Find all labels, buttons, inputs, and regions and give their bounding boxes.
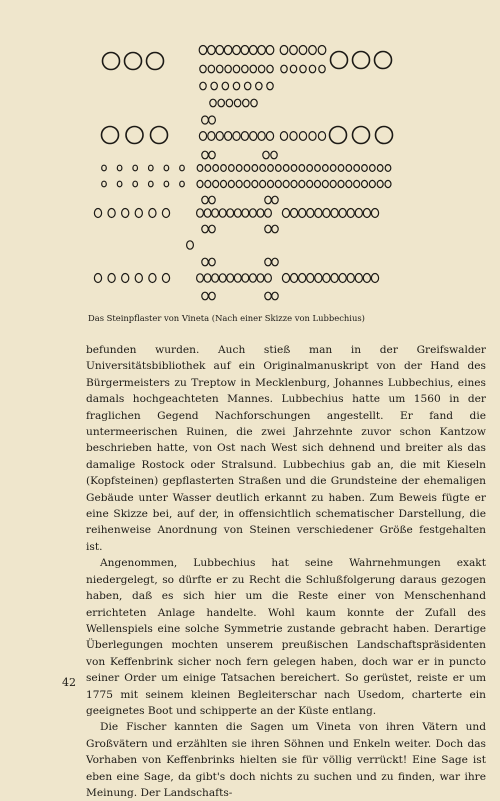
stone <box>272 258 278 266</box>
stone <box>233 132 240 141</box>
stone <box>164 181 169 187</box>
stone <box>323 209 330 218</box>
stone <box>241 132 248 141</box>
stone <box>363 274 370 283</box>
stone <box>319 65 325 73</box>
stone <box>122 274 129 283</box>
stone <box>347 209 354 218</box>
stone <box>234 274 241 282</box>
stone <box>219 209 226 217</box>
stone <box>180 181 185 187</box>
stone <box>265 274 272 282</box>
stone <box>272 225 278 233</box>
stone <box>347 274 354 283</box>
stone <box>272 292 278 300</box>
stone <box>219 274 226 282</box>
stone <box>221 165 227 172</box>
stone <box>187 241 194 249</box>
stone <box>108 209 115 218</box>
stone <box>330 180 336 187</box>
stone <box>323 274 330 283</box>
stone <box>338 165 344 172</box>
stone <box>249 209 256 217</box>
stone <box>197 209 204 217</box>
stone <box>208 132 215 141</box>
stone <box>307 209 314 218</box>
stone <box>108 274 115 283</box>
stone <box>243 99 249 107</box>
stone <box>251 99 257 107</box>
stone <box>309 132 316 141</box>
stone <box>209 225 215 233</box>
stone <box>385 165 391 172</box>
stone <box>256 82 262 90</box>
stone <box>213 165 219 172</box>
stone <box>202 196 208 204</box>
stone <box>257 274 264 282</box>
stone <box>250 132 257 141</box>
stone <box>362 180 368 187</box>
stone <box>209 196 215 204</box>
stone <box>202 258 208 266</box>
stone <box>197 165 203 172</box>
figure-caption: Das Steinpflaster von Vineta (Nach einer Skizze von Lubbechius) <box>88 313 365 323</box>
stone <box>233 46 241 55</box>
stone <box>354 165 360 172</box>
stone <box>266 46 274 55</box>
stone <box>370 165 376 172</box>
stone <box>265 225 271 233</box>
stone <box>217 65 223 73</box>
stone <box>260 165 266 172</box>
stone <box>205 180 211 187</box>
stone <box>149 274 156 283</box>
stone <box>309 46 317 55</box>
stone <box>228 180 234 187</box>
stone <box>355 209 362 218</box>
stone <box>346 180 352 187</box>
stone <box>299 132 306 141</box>
stone <box>225 132 232 141</box>
stone <box>290 46 298 55</box>
stone <box>272 196 278 204</box>
stone <box>354 180 360 187</box>
stone <box>282 209 289 218</box>
stone <box>353 52 370 69</box>
stone <box>290 65 296 73</box>
stone <box>213 180 219 187</box>
stone <box>307 274 314 283</box>
stone <box>331 209 338 218</box>
stone <box>209 258 215 266</box>
stone <box>353 127 370 144</box>
stone <box>268 165 274 172</box>
body-text <box>86 342 486 801</box>
stone <box>377 165 383 172</box>
stone <box>267 65 273 73</box>
stone <box>216 132 223 141</box>
stone <box>290 209 297 218</box>
stone <box>265 292 271 300</box>
stone <box>216 46 224 55</box>
stone <box>376 127 393 144</box>
stone <box>233 82 239 90</box>
stone <box>249 46 257 55</box>
stone <box>212 209 219 217</box>
stone <box>117 181 122 187</box>
stone <box>331 52 348 69</box>
paragraph-2: Angenommen, Lubbechius hat seine Wahrnehmungen exakt niedergelegt, so dürfte er zu Recht die Schlußfolgerung daraus gezogen haben, daß es sich hier um die Reste einer von Menschenhand errichteten Anlage handelte. Wohl kaum konnte der Zufall des Wellenspiels eine solche Symmetrie zustande gebracht haben. Derartige Überlegungen mochten unserem preußischen Landschaftspräsidenten von Keffenbrink sicher noch fern gelegen haben, doch war er in puncto seiner Order um einige Tatsachen bereichert. So gerüstet, reiste er um 1775 mit seinem kleinen Begleiterschar nach Usedom, charterte ein geeignetes Boot und schipperte an der Küste entlang. <box>86 557 486 717</box>
stone <box>315 180 321 187</box>
stone <box>200 82 206 90</box>
stone <box>369 180 375 187</box>
stone <box>276 165 282 172</box>
stone <box>299 209 306 218</box>
stone <box>224 46 232 55</box>
stone <box>125 53 142 70</box>
stone <box>291 165 297 172</box>
stone <box>200 65 206 73</box>
stone <box>282 274 289 283</box>
stone <box>339 209 346 218</box>
stone <box>151 127 168 144</box>
stone <box>250 65 256 73</box>
stone <box>210 99 216 107</box>
stone <box>249 274 256 282</box>
paragraph-3: Die Fischer kannten die Sagen um Vineta von ihren Vätern und Großvätern und erzählten sie ihren Söhnen und Enkeln weiter. Doch das Vorhaben von Keffenbrinks hielten sie für völlig verrückt! Eine Sage ist eben eine Sage, da gibt's doch nichts zu suchen und zu finden, war ihre Meinung. Der Landschafts- <box>86 721 486 799</box>
stone <box>212 274 219 282</box>
stone <box>280 132 287 141</box>
stone <box>236 165 242 172</box>
stone <box>318 132 325 141</box>
stone <box>265 209 272 217</box>
stone <box>102 127 119 144</box>
stone <box>346 165 352 172</box>
stone <box>236 180 242 187</box>
stone <box>117 165 122 171</box>
stone <box>290 132 297 141</box>
stone <box>102 181 107 187</box>
stone <box>162 274 169 283</box>
stone <box>126 127 143 144</box>
page-number: 42 <box>62 676 76 689</box>
stone <box>202 292 208 300</box>
stone <box>362 165 368 172</box>
stone <box>322 180 328 187</box>
stone <box>244 180 250 187</box>
stone <box>283 180 289 187</box>
stone <box>315 165 321 172</box>
stone <box>244 165 250 172</box>
stone <box>300 65 306 73</box>
stone <box>330 165 336 172</box>
stone <box>209 292 215 300</box>
stone <box>221 180 227 187</box>
stone <box>94 209 101 218</box>
stone <box>363 209 370 218</box>
stone <box>241 46 249 55</box>
stone <box>252 165 258 172</box>
stone <box>299 274 306 283</box>
stone <box>242 209 249 217</box>
stone <box>290 274 297 283</box>
stone <box>135 274 142 283</box>
stone <box>331 274 338 283</box>
stone <box>202 151 208 159</box>
stone <box>283 165 289 172</box>
stone <box>371 274 378 283</box>
stone <box>268 180 274 187</box>
stone <box>318 46 326 55</box>
stone <box>385 180 391 187</box>
stone <box>263 151 269 159</box>
stone <box>226 99 232 107</box>
stone <box>307 165 313 172</box>
stone <box>242 65 248 73</box>
stone <box>234 209 241 217</box>
stone <box>204 274 211 282</box>
stone <box>135 209 142 218</box>
paragraph-1: befunden wurden. Auch stieß man in der Greifswalder Universitätsbibliothek auf ein Originalmanuskript von der Hand des Bürgermeisters zu Treptow in Mecklenburg, Johannes Lubbechius, eines damals hochgeachteten Mannes. Lubbechius hatte um 1560 in der fraglichen Gegend Nachforschungen angestellt. Er fand die untermeerischen Ruinen, die zwei Jahrzehnte zuvor schon Kantzow beschrieben hatte, von Ost nach West sich dehnend und breiter als das damalige Rostock oder Stralsund. Lubbechius gab an, die mit Kieseln (Kopfsteinen) gepflasterten Straßen und die Grundsteine der ehemaligen Gebäude unter Wasser deutlich erkannt zu haben. Zum Beweis fügte er eine Skizze bei, auf der, in offensichtlich schematischer Darstellung, die reihenweise Anordnung von Steinen verschiedener Größe festgehalten ist. <box>86 344 486 553</box>
stone <box>280 46 288 55</box>
stone <box>323 165 329 172</box>
stone <box>371 209 378 218</box>
stone <box>147 53 164 70</box>
stone <box>315 274 322 283</box>
stone <box>209 151 215 159</box>
stone <box>330 127 347 144</box>
stone <box>199 46 207 55</box>
stone <box>197 274 204 282</box>
stone <box>315 209 322 218</box>
stone <box>204 209 211 217</box>
stone <box>218 99 224 107</box>
stone <box>164 165 169 171</box>
stone <box>299 180 305 187</box>
stone <box>202 116 209 124</box>
stone <box>252 180 258 187</box>
stone <box>149 181 154 187</box>
stone <box>260 180 266 187</box>
stone <box>208 46 216 55</box>
stone <box>162 209 169 218</box>
stone <box>227 274 234 282</box>
stone <box>209 116 216 124</box>
stone <box>265 196 271 204</box>
steinpflaster-sketch <box>0 0 500 310</box>
stone <box>199 132 206 141</box>
stone <box>258 46 266 55</box>
stone <box>258 65 264 73</box>
stone <box>267 82 273 90</box>
stone <box>234 99 240 107</box>
stone <box>266 132 273 141</box>
stone <box>338 180 344 187</box>
stone <box>229 165 235 172</box>
stone <box>133 165 138 171</box>
stone <box>265 258 271 266</box>
stone <box>355 274 362 283</box>
stone <box>244 82 250 90</box>
stone <box>122 209 129 218</box>
stone <box>149 165 154 171</box>
stone <box>202 225 208 233</box>
stone <box>227 209 234 217</box>
stone <box>309 65 315 73</box>
stone <box>299 165 305 172</box>
stone <box>339 274 346 283</box>
stone <box>307 180 313 187</box>
stone <box>205 165 211 172</box>
stone <box>225 65 231 73</box>
stone <box>275 180 281 187</box>
stone <box>299 46 307 55</box>
stone <box>149 209 156 218</box>
stone <box>271 151 277 159</box>
stone <box>94 274 101 283</box>
stone <box>291 180 297 187</box>
stone <box>257 209 264 217</box>
stone <box>180 165 185 171</box>
stone <box>222 82 228 90</box>
stone <box>233 65 239 73</box>
stone <box>133 181 138 187</box>
stone <box>258 132 265 141</box>
stone <box>377 180 383 187</box>
stone <box>281 65 287 73</box>
stone <box>197 180 203 187</box>
stone <box>208 65 214 73</box>
stone <box>102 165 107 171</box>
stone <box>211 82 217 90</box>
stone <box>375 52 392 69</box>
stone <box>103 53 120 70</box>
stone <box>242 274 249 282</box>
